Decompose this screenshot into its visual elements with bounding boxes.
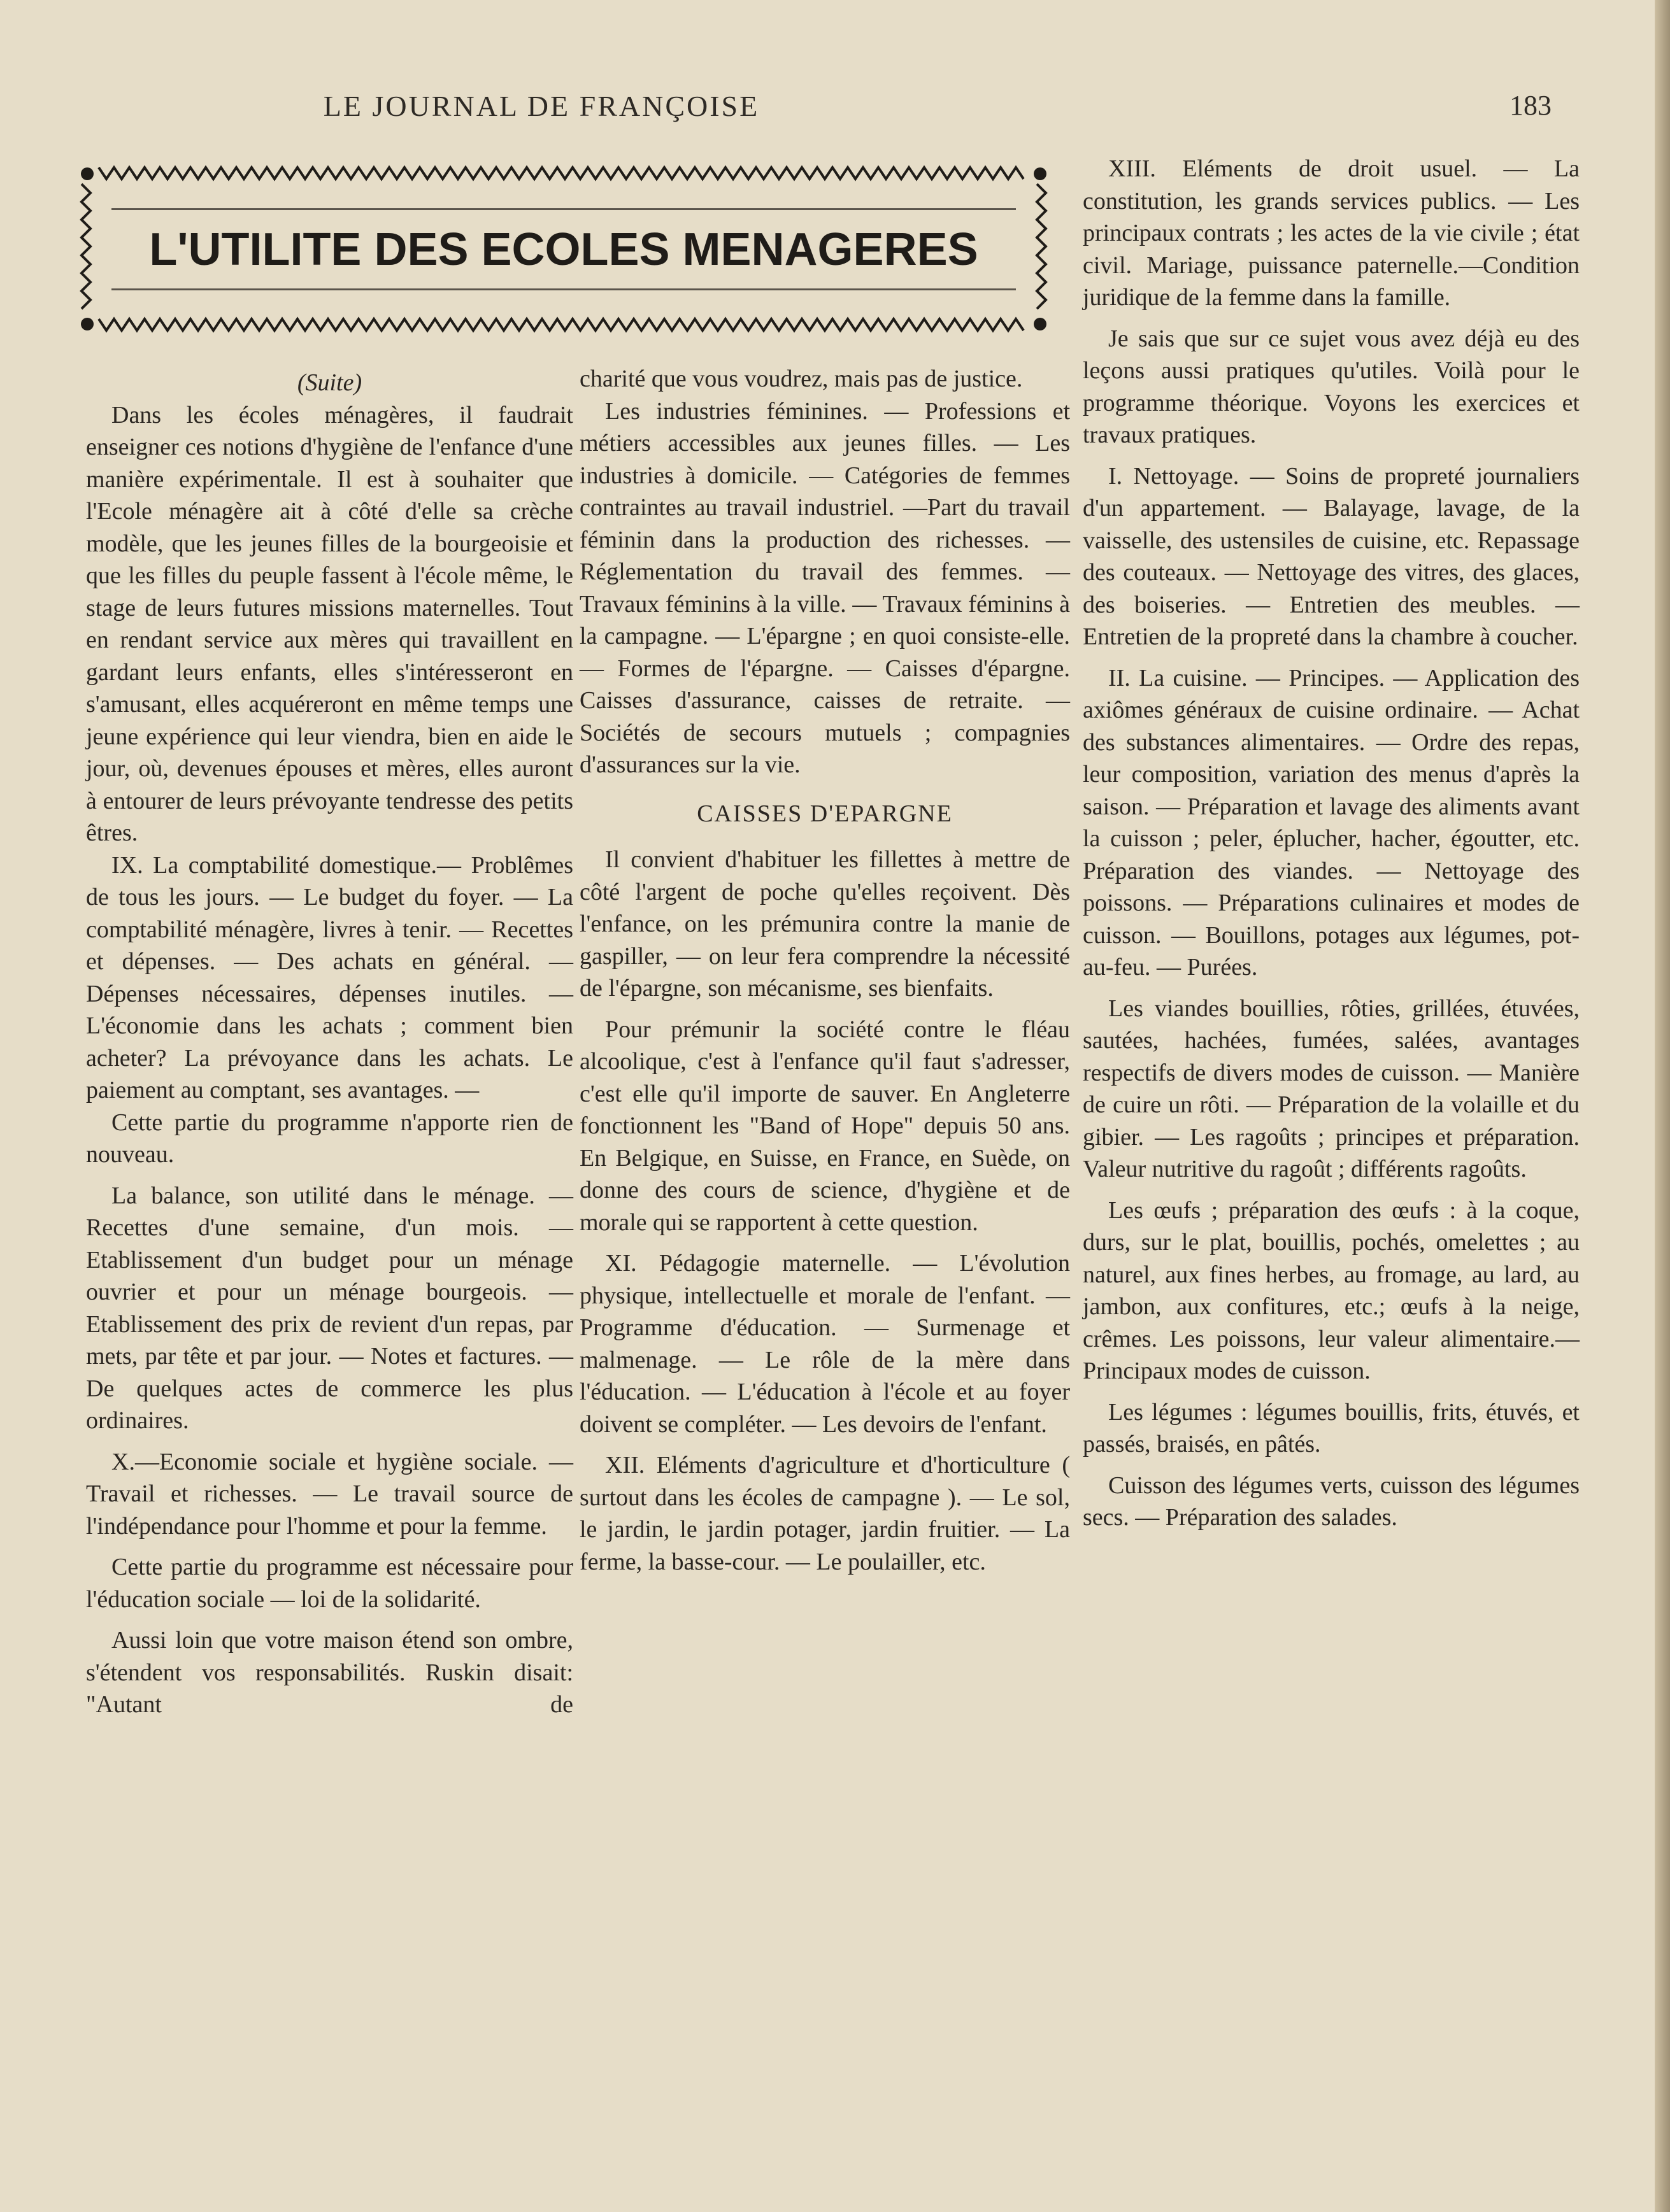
zigzag-border-top [80,162,1048,181]
article-title: L'UTILITE DES ECOLES MENAGERES [149,224,978,275]
page-number: 183 [1509,90,1552,121]
paragraph: XI. Pédagogie maternelle. — L'évolution physique, intellectuelle et morale de l'enfant. — Programme d'éducation. — Surmenage et malmenage. — Le rôle de la mère dans l'éducation. — L'éducation à l'école et au foyer doivent se compléter. — Les devoirs de l'enfant. [580,1250,1070,1438]
paragraph: Cette partie du programme n'apporte rien de nouveau. [86,1109,573,1168]
title-rule-top [111,208,1016,210]
paragraph: Je sais que sur ce sujet vous avez déjà eu des leçons aussi pratiques qu'utiles. Voilà pour le programme théorique. Voyons les exercices et travaux pratiques. [1083,325,1580,448]
text-column-1 [86,367,573,1721]
paragraph: Les œufs ; préparation des œufs : à la coque, durs, sur le plat, bouillis, pochés, omelettes ; au naturel, aux fines herbes, au fromage, au lard, au jambon, aux confitures, etc.; œufs à la neige, crêmes. Les poissons, leur valeur alimentaire.—Principaux modes de cuisson. [1083,1196,1580,1384]
section-heading: CAISSES D'EPARGNE [697,800,953,827]
paragraph: XII. Eléments d'agriculture et d'horticulture ( surtout dans les écoles de campagne ). — Le sol, le jardin, le jardin potager, jardin fruitier. — La ferme, la basse-cour. — Le poulailler, etc. [580,1452,1070,1575]
paragraph: Les industries féminines. — Professions et métiers accessibles aux jeunes filles. — Les industries à domicile. — Catégories de femmes contraintes au travail industriel. —Part du travail féminin dans la production des richesses. — Réglementation du travail des femmes. — Travaux féminins à la ville. — Travaux féminins à la campagne. — L'épargne ; en quoi consiste-elle. — Formes de l'épargne. — Caisses d'épargne. Caisses d'assurance, caisses de retraite. — Sociétés de secours mutuels ; compagnies d'assurances sur la vie. [580,397,1070,778]
paragraph: Les légumes : légumes bouillis, frits, étuvés, et passés, braisés, en pâtés. [1083,1398,1580,1457]
suite-label: (Suite) [297,369,362,396]
paragraph: IX. La comptabilité domestique.— Problêmes de tous les jours. — Le budget du foyer. — La comptabilité ménagère, livres à tenir. — Recettes et dépenses. — Des achats en général. — Dépenses nécessaires, dépenses inutiles. — L'économie dans les achats ; comment bien acheter? La prévoyance dans les achats. Le paiement au comptant, ses avantages. — [86,851,573,1103]
text-column-3 [1083,153,1580,1534]
zigzag-border-bottom [80,315,1048,334]
paragraph: Les viandes bouillies, rôties, grillées, étuvées, sautées, hachées, fumées, salées, avantages respectifs de divers modes de cuisson. — Manière de cuire un rôti. — Préparation de la volaille et du gibier. — Les ragoûts ; principes et préparation. Valeur nutritive du ragoût ; différents ragoûts. [1083,995,1580,1182]
paragraph: II. La cuisine. — Principes. — Application des axiômes généraux de cuisine ordinaire. — Achat des substances alimentaires. — Ordre des repas, leur composition, variation des menus d'après la saison. — Préparation et lavage des aliments avant la cuisson ; peler, éplucher, hacher, égoutter, etc. Préparation des viandes. — Nettoyage des poissons. — Préparations culinaires et modes de cuisson. — Bouillons, potages aux légumes, pot-au-feu. — Purées. [1083,664,1580,981]
paragraph: Dans les écoles ménagères, il faudrait enseigner ces notions d'hygiène de l'enfance d'une manière expérimentale. Il est à souhaiter que l'Ecole ménagère ait à côté d'elle sa crèche modèle, que les jeunes filles de la bourgeoisie et que les filles du peuple fassent à l'école même, le stage de leurs futures missions maternelles. Tout en rendant service aux mères qui travaillent en gardant leurs enfants, elles s'intéresseront en s'amusant, elles acquéreront en même temps une jeune expérience qui leur viendra, bien en aide le jour, où, devenues épouses et mères, elles auront à entourer de leurs prévoyante tendresse des petits êtres. [86,401,573,846]
title-frame [80,162,1048,334]
paragraph: Il convient d'habituer les fillettes à mettre de côté l'argent de poche qu'elles reçoivent. Dès l'enfance, on les prémunira contre la manie de gaspiller, — on leur fera comprendre la nécessité de l'épargne, son mécanisme, ses bienfaits. [580,846,1070,1002]
paragraph: charité que vous voudrez, mais pas de justice. [580,365,1023,392]
paragraph: X.—Economie sociale et hygiène sociale. — Travail et richesses. — Le travail source de l'indépendance pour l'homme et pour la femme. [86,1448,573,1540]
running-head: LE JOURNAL DE FRANÇOISE [323,90,760,122]
page-edge [1655,0,1670,2212]
paragraph: La balance, son utilité dans le ménage. — Recettes d'une semaine, d'un mois. — Etablissement d'un budget pour un ménage ouvrier et pour un ménage bourgeois. — Etablissement des prix de revient d'un repas, par mets, par tête et par jour. — Notes et factures. — De quelques actes de commerce les plus ordinaires. [86,1182,573,1434]
paragraph: Cuisson des légumes verts, cuisson des légumes secs. — Préparation des salades. [1083,1471,1580,1531]
paragraph: I. Nettoyage. — Soins de propreté journaliers d'un appartement. — Balayage, lavage, de la vaisselle, des ustensiles de cuisine, etc. Repassage des couteaux. — Nettoyage des vitres, des glaces, des boiseries. — Entretien des meubles. — Entretien de la propreté dans la chambre à coucher. [1083,462,1580,650]
paragraph: Cette partie du programme est nécessaire pour l'éducation sociale — loi de la solidarité. [86,1554,573,1613]
paragraph: XIII. Eléments de droit usuel. — La constitution, les grands services publics. — Les principaux contrats ; les actes de la vie civile ; état civil. Mariage, puissance paternelle.—Condition juridique de la femme dans la famille. [1083,155,1580,311]
paragraph: Aussi loin que votre maison étend son ombre, s'étendent vos responsabilités. Ruskin disait: "Autant de [86,1627,573,1718]
paragraph: Pour prémunir la société contre le fléau alcoolique, c'est à l'enfance qu'il faut s'adresser, c'est elle qu'il importe de sauver. En Angleterre fonctionnent les "Band of Hope" depuis 50 ans. En Belgique, en Suisse, en France, en Suède, on donne des cours de science, d'hygiène et de morale qui se rapportent à cette question. [580,1016,1070,1236]
title-rule-bottom [111,288,1016,290]
text-column-2 [580,363,1070,1578]
